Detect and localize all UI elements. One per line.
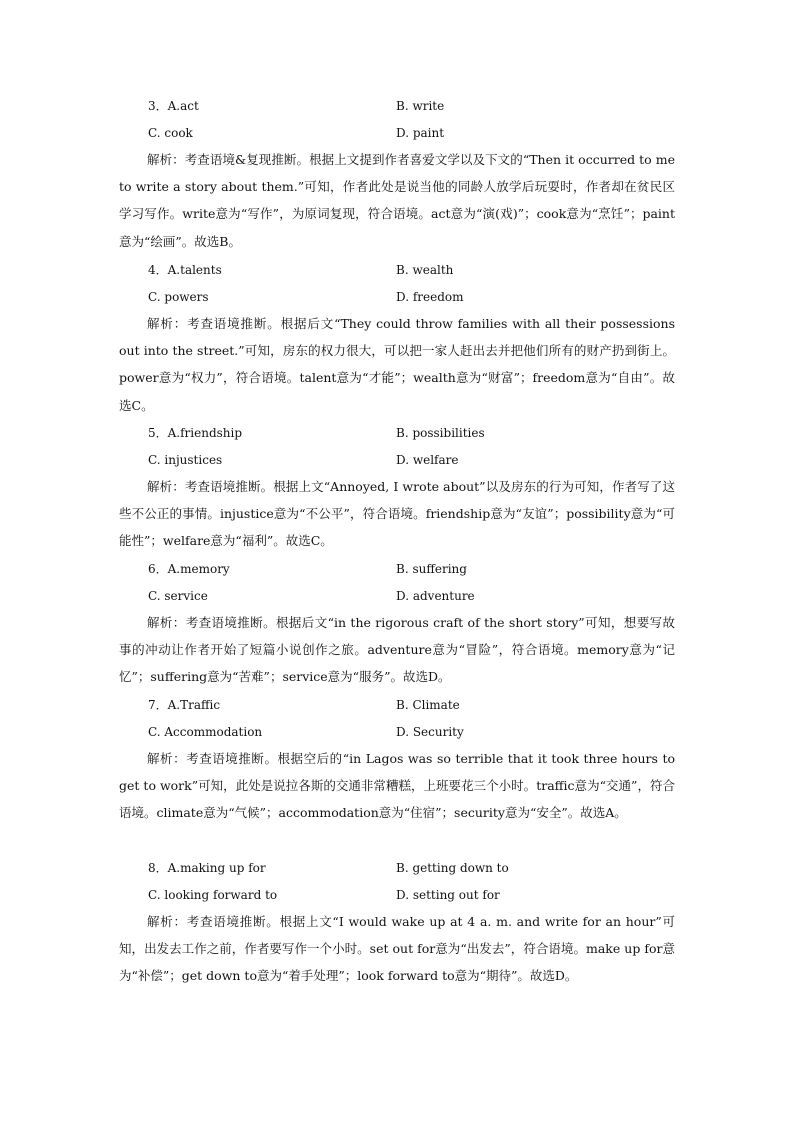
- option-c: C. looking forward to: [148, 888, 278, 902]
- option-b: B. write: [396, 99, 445, 113]
- option-a: 6．A.memory: [148, 562, 230, 576]
- option-d: D. welfare: [396, 453, 459, 467]
- option-d: D. adventure: [396, 589, 475, 603]
- option-a: 4．A.talents: [148, 263, 222, 277]
- explanation: 解析：考查语境推断。根据空后的“in Lagos was so terrible that it took three hours to get to work”可知，此处是说拉各斯的交通非常糟糕，上班要花三个小时。traffic意为“交通”，符合语境。climate意为“气候”；accommodation意为“住宿”；security意为“安全”。故选A。: [119, 751, 675, 821]
- option-a: 7．A.Traffic: [148, 698, 221, 712]
- option-d: D. paint: [396, 126, 445, 140]
- option-d: D. setting out for: [396, 888, 500, 902]
- option-b: B. wealth: [396, 263, 454, 277]
- option-a: 8．A.making up for: [148, 861, 266, 875]
- explanation: 解析：考查语境推断。根据后文“They could throw families with all their possessions out into the street.”可知，房东的权力很大，可以把一家人赶出去并把他们所有的财产扔到街上。power意为“权力”，符合语境。talent意为“才能”；wealth意为“财富”；freedom意为“自由”。故选C。: [119, 316, 675, 413]
- explanation: 解析：考查语境推断。根据后文“in the rigorous craft of the short story”可知，想要写故事的冲动让作者开始了短篇小说创作之旅。adventure意为“冒险”，符合语境。memory意为“记忆”；suffering意为“苦难”；service意为“服务”。故选D。: [119, 615, 675, 685]
- option-a: 5．A.friendship: [148, 426, 243, 440]
- option-b: B. getting down to: [396, 861, 509, 875]
- option-b: B. Climate: [396, 698, 460, 712]
- option-b: B. suffering: [396, 562, 467, 576]
- option-c: C. cook: [148, 126, 193, 140]
- option-c: C. service: [148, 589, 208, 603]
- option-c: C. powers: [148, 290, 209, 304]
- explanation: 解析：考查语境&复现推断。根据上文提到作者喜爱文学以及下文的“Then it occurred to me to write a story about them.”可知，作者此处是说当他的同龄人放学后玩耍时，作者却在贫民区学习写作。write意为“写作”，为原词复现，符合语境。act意为“演(戏)”；cook意为“烹饪”；paint意为“绘画”。故选B。: [119, 152, 675, 249]
- option-c: C. Accommodation: [148, 725, 263, 739]
- explanation: 解析：考查语境推断。根据上文“Annoyed, I wrote about”以及房东的行为可知，作者写了这些不公正的事情。injustice意为“不公平”，符合语境。friendship意为“友谊”；possibility意为“可能性”；welfare意为“福利”。故选C。: [119, 479, 675, 549]
- option-d: D. Security: [396, 725, 464, 739]
- option-d: D. freedom: [396, 290, 464, 304]
- explanation: 解析：考查语境推断。根据上文“I would wake up at 4 a. m. and write for an hour”可知，出发去工作之前，作者要写作一个小时。set out for意为“出发去”，符合语境。make up for意为“补偿”；get down to意为“着手处理”；look forward to意为“期待”。故选D。: [119, 914, 675, 984]
- option-b: B. possibilities: [396, 426, 485, 440]
- option-c: C. injustices: [148, 453, 223, 467]
- option-a: 3．A.act: [148, 99, 199, 113]
